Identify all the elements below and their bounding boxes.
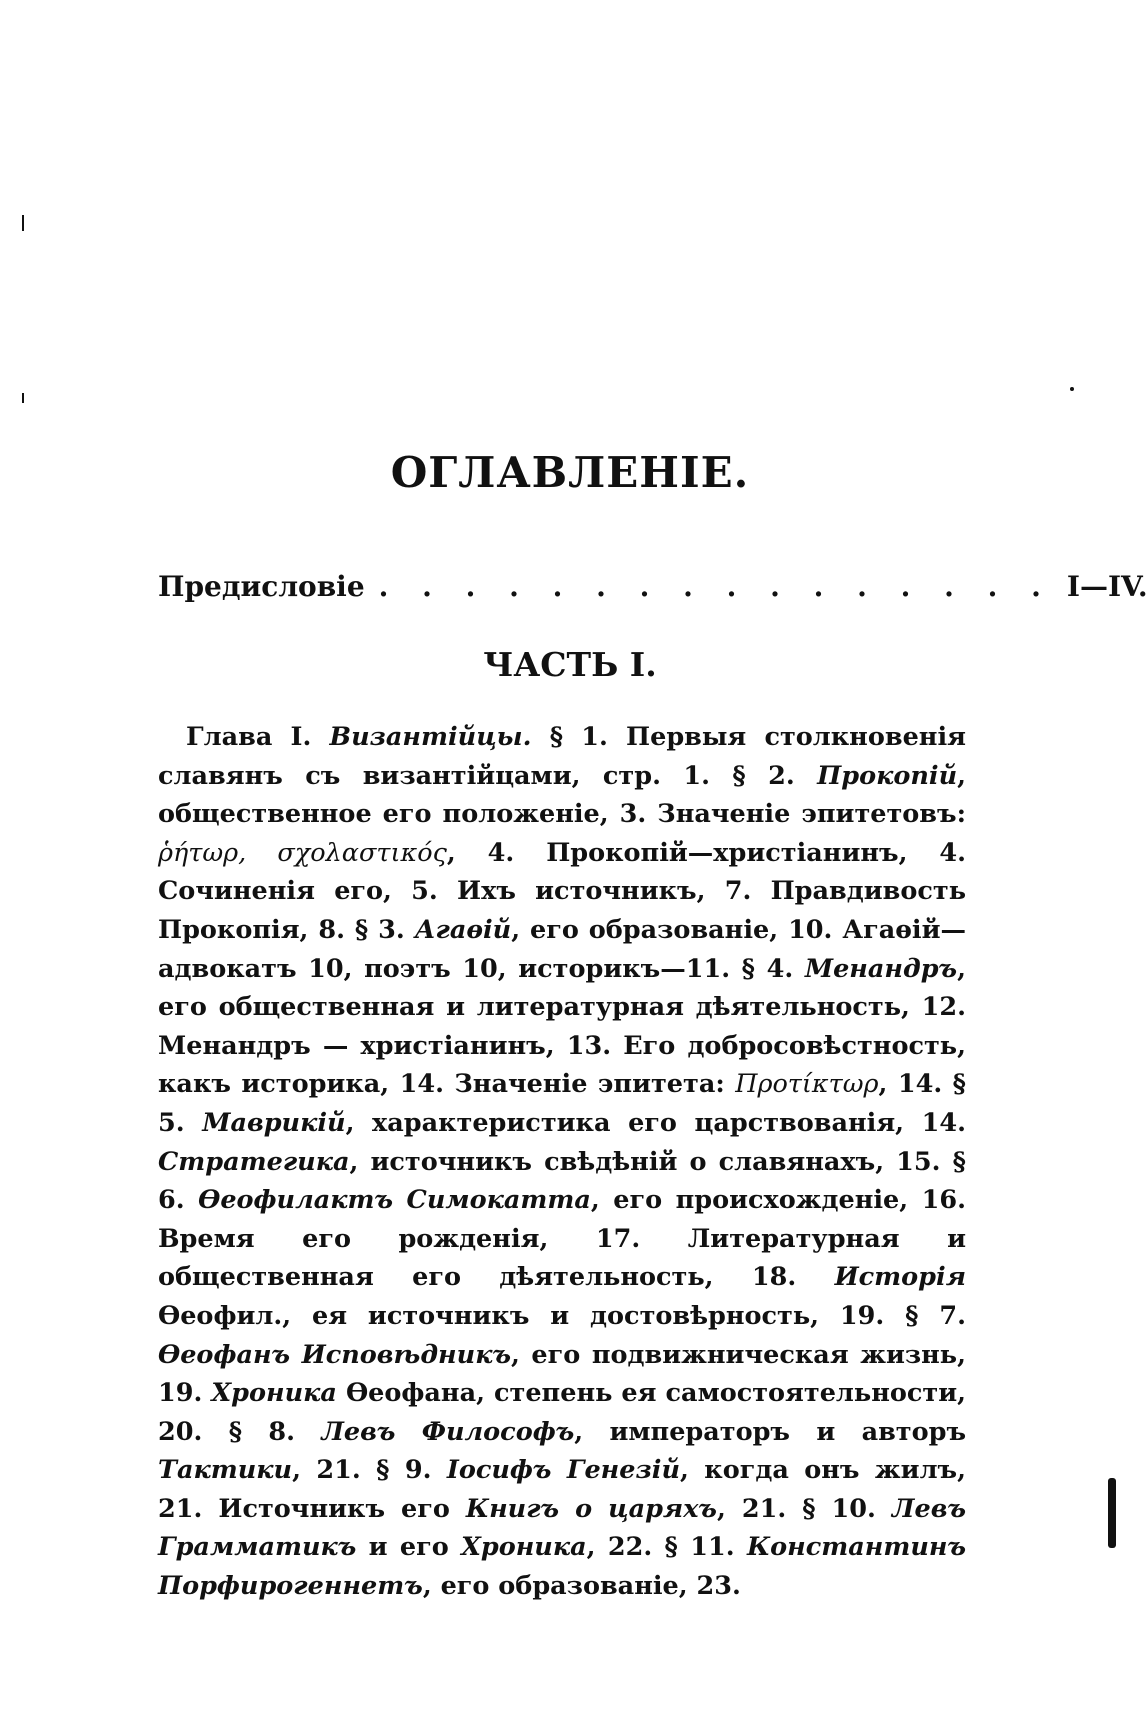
toc-entry-pages: I—IV. — [1066, 570, 1148, 603]
italic-term: Ѳеофанъ Исповѣдникъ — [158, 1339, 511, 1370]
greek-term: Προτίκτωρ — [735, 1069, 879, 1100]
text-run: , императоръ и авторъ — [574, 1416, 967, 1447]
italic-term: Тактики — [158, 1455, 293, 1486]
italic-term: Книгъ о царяхъ — [465, 1493, 717, 1524]
text-run: , источникъ свѣдѣній о славянахъ, 15. § 6. — [158, 1146, 966, 1216]
italic-term: Менандръ — [804, 953, 958, 984]
text-run: Ѳеофана, степень ея самостоятельности, 20. § 8. — [158, 1378, 966, 1447]
scan-speck — [1108, 1478, 1116, 1548]
text-run: , 21. § 10. — [716, 1493, 892, 1524]
italic-term: Агаѳій — [414, 914, 512, 945]
italic-term: Исторія — [834, 1262, 966, 1293]
scan-speck — [22, 215, 24, 231]
text-run: , 22. § 11. — [586, 1532, 747, 1563]
italic-term: Стратегика — [158, 1146, 350, 1177]
italic-term: Хроника — [211, 1378, 337, 1409]
text-run: , 14. § 5. — [158, 1069, 966, 1138]
text-run: Глава I. — [186, 722, 330, 752]
text-run: , его общественная и литературная дѣятельность, 12. Менандръ — христіанинъ, 13. Его добросовѣстность, какъ историка, 14. Значеніе эпитета: — [158, 953, 966, 1100]
leader-dots: . . . . . . . . . . . . . . . . — [378, 570, 1053, 603]
text-run: § 1. Первыя столкновенія славянъ съ византійцами, стр. 1. § 2. — [158, 722, 966, 791]
italic-term: Іосифъ Генезій — [446, 1455, 680, 1486]
text-run: , общественное его положеніе, 3. Значеніе эпитетовъ: — [158, 760, 966, 830]
italic-term: Константинъ Порфирогеннетъ — [158, 1532, 967, 1602]
scan-speck — [1070, 387, 1074, 391]
italic-term: Прокопій — [817, 760, 958, 791]
text-run: , характеристика его царствованія, 14. — [345, 1107, 967, 1138]
toc-entry-preface — [158, 570, 1148, 603]
part-heading: ЧАСТЬ I. — [483, 645, 657, 684]
italic-term: Левъ Философъ — [321, 1416, 575, 1447]
italic-term: Хроника — [461, 1532, 587, 1563]
toc-entry-label: Предисловіе — [158, 570, 365, 603]
scan-speck — [22, 393, 24, 403]
greek-term: ῥήτωρ, σχολαστικός — [158, 837, 447, 868]
text-run: и его — [356, 1532, 462, 1563]
text-run: , 21. § 9. — [292, 1455, 447, 1486]
text-run: , его подвижническая жизнь, 19. — [158, 1339, 966, 1409]
italic-term: Ѳеофилактъ Симокатта — [198, 1185, 591, 1216]
text-run: , его происхожденіе, 16. Время его рожденія, 17. Литературная и общественная его дѣятельность, 18. — [158, 1185, 966, 1293]
text-run: , его образованіе, 23. — [422, 1571, 741, 1602]
text-run: , когда онъ жилъ, 21. Источникъ его — [158, 1455, 966, 1524]
italic-term: Левъ Грамматикъ — [158, 1493, 966, 1563]
text-run: , 4. Прокопій—христіанинъ, 4. Сочиненія его, 5. Ихъ источникъ, 7. Правдивость Прокопія, 8. § 3. — [158, 837, 966, 945]
italic-term: Византійцы. — [329, 722, 532, 752]
text-run: , его образованіе, 10. Агаѳій—адвокатъ 10, поэтъ 10, историкъ—11. § 4. — [158, 914, 967, 984]
chapter-1-summary — [158, 718, 966, 1606]
text-run: Ѳеофил., ея источникъ и достовѣрность, 19. § 7. — [158, 1300, 966, 1331]
page-title: ОГЛАВЛЕНІЕ. — [390, 448, 750, 497]
italic-term: Маврикій — [202, 1107, 346, 1138]
